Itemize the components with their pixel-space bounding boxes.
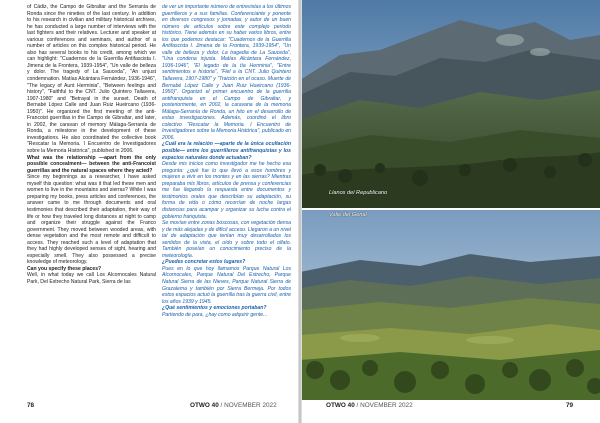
left-page-folio — [27, 402, 34, 409]
spanish-question: ¿Cuál era la relación —aparte de la única ocultación posible— entre los guerrilleros antifranquistas y los espacios naturales donde actuaban? — [162, 141, 291, 161]
english-text-column — [27, 4, 156, 396]
right-page-folio — [566, 402, 573, 409]
spanish-paragraph: Desde mis inicios como investigador me he hecho esa pregunta: ¿qué fue lo que llevó a esos hombres y mujeres a vivir en los montes y en las sierras? Mientras preparaba mis libros, artículos de prensa y conferencias me fue llegando la respuesta entre documentos y testimonios orales que describían su adaptación, su forma de vida o cómo recorrían de noche largas distancias para acampar y organizar su lucha contra el gobierno franquista. — [162, 161, 291, 220]
photo-caption-bottom: Valle del Genal — [329, 212, 367, 218]
spanish-question: ¿Puedes concretar estos lugares? — [162, 259, 246, 266]
english-question: What was the relationship —apart from the only possible concealment— between the anti-Francoist guerrillas and the natural spaces where they acted? — [27, 154, 156, 174]
photo-caption-top: Llanos del Republicano — [329, 190, 388, 196]
spanish-question: ¿Qué sentimientos y emociones portaban? — [162, 305, 267, 312]
left-page-footer — [190, 402, 277, 409]
english-paragraph: Well, in what today we call Los Alcornocales Natural Park, Del Estrecho Natural Park, Sierra de las — [27, 272, 156, 285]
spanish-text-column — [162, 4, 291, 396]
magazine-name: OTWO 40 — [190, 402, 219, 409]
spanish-paragraph: de ver un importante número de entrevistas a los últimos guerrilleros y a sus familias. Conferenciante y ponente en diversos congresos y jornadas, y autor de un buen número de artículos sobre este complejo periodo histórico. Tiene además en su haber varios libros, entre los que podemos destacar: "Cuadernos de la Guerrilla Antifascista I. Jimena de la Frontera, 1939-1954", "Un valle de belleza y dolor. La tragedia de La Sauceda", "Una condena injusta. Matías Alcántara Fernández, 1936-1946", "El legado de la tía Herminia", "Entre sentimientos e historia", "Fiel a la CNT. Julio Quintero Tallavera, 1907-1980" y "Traición en el ocaso. Muerte de Bernabé López Calle y Juan Ruiz Hueircano (1936-1950)". Organizó el primer encuentro de la guerrilla antifranquista en el Campo de Gibraltar, y posteriormente, en 2002, la caravana de la memoria Málaga-Serranía de Ronda, un hito en el desarrollo de estas investigaciones. Además, coordinó el libro colectivo "Rescatar la Memoria. I Encuentro de Investigadores sobre la Memoria Histórica", publicado en 2006. — [162, 4, 291, 141]
page-number: 78 — [27, 402, 35, 409]
right-page-footer — [326, 402, 413, 409]
english-paragraph: Since my beginnings as a researcher, I have asked myself this question: what was it that led these men and women to live in the mountains and sierras? While I was preparing my books, press articles and conferences, the answer came to me through documents and oral testimonies that described their adaptation, their way of life or how they traveled long distances at night to camp and organize their struggle against the Franco government. They moved between wooded areas, with dense vegetation and the most remote and difficult to access. They reached such a level of adaptation that they had highly developed senses of sight, hearing and especially smell. They also possessed a precise knowledge of meteorology. — [27, 174, 156, 266]
landscape-photo-bottom — [300, 210, 600, 400]
magazine-name: OTWO 40 — [326, 402, 355, 409]
spanish-paragraph: Partiendo de para, ¿hay como adquirir gente... — [162, 311, 268, 318]
english-question: Can you specify these places? — [27, 265, 102, 272]
page-fold — [298, 0, 302, 423]
english-paragraph: of Cádiz, the Campo de Gibraltar and the Serranía de Ronda since the nineties of the last century. In addition to his research in civilian and military historical archives, he has conducted a large number of interviews with the last fighters and their relatives. Lecturer and speaker at various conferences and seminars, and author of a number of articles on this complex historical period. He also has several books to his credit, among which we can highlight: "Cuadernos de la Guerrilla Antifascista I. Jimena de la Frontera, 1939-1954", "Un valle de belleza y dolor. The tragedy of La Sauceda", "An unjust condemnation. Matías Alcántara Fernández, 1936-1946", "The legacy of Aunt Herminia", "Between feelings and history", "Faithful to the CNT. Julio Quintero Tallavera, 1907-1980" and "Betrayal in the sunset. Death of Bernabé López Calle and Juan Ruiz Hueircano (1936-1950)". He organized the first meeting of the anti-Francoist guerrillas in the Campo de Gibraltar, and later, in 2002, the caravan of memory Málaga-Serranía de Ronda, a milestone in the development of these investigations. He also coordinated the collective book "Rescatar la Memoria. I Encuentro de Investigadores sobre la Memoria Histórica", published in 2006. — [27, 4, 156, 155]
spanish-paragraph: Pues en lo que hoy llamamos Parque Natural Los Alcornocales, Parque Natural Del Estrecho, Parque Natural Sierra de las Nieves, Parque Natural Sierra de Grazalema y también por Sierra Bermeja. Por todos estos espacios actuó la guerrilla tras la guerra civil, entre los años 1939 y 1945. — [162, 265, 291, 305]
valley-landscape-image — [300, 210, 600, 400]
issue-date: / NOVEMBER 2022 — [356, 402, 413, 409]
landscape-photo-top — [300, 0, 600, 208]
spanish-paragraph: Se movían entre zonas boscosas, con vegetación densa y de más alejadas y de difícil acceso. Llegaron a un nivel tal de adaptación que tenían muy desarrollados los sentidos de la vista, el oído y sobre todo el olfato. También poseían un conocimiento preciso de la meteorología. — [162, 220, 291, 259]
issue-date: / NOVEMBER 2022 — [220, 402, 277, 409]
mountain-landscape-image — [300, 0, 600, 208]
page-number: 79 — [566, 402, 574, 409]
